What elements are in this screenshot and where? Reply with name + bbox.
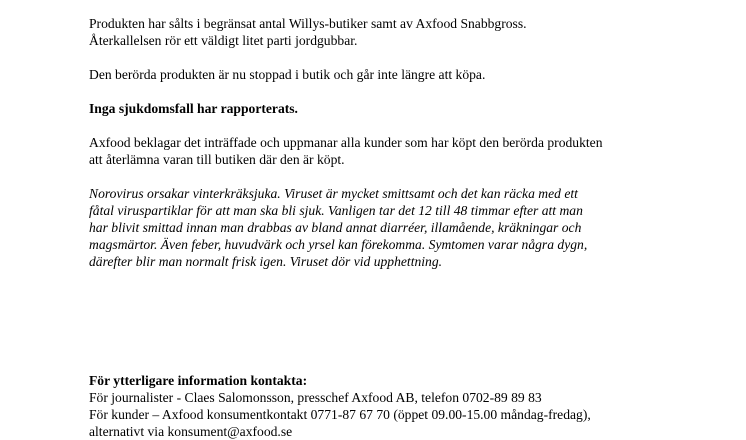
contact-section	[89, 372, 689, 439]
paragraph-sold	[89, 15, 689, 49]
text-line: Den berörda produkten är nu stoppad i butik och går inte längre att köpa.	[89, 67, 486, 82]
text-line: har blivit smittad innan man drabbas av bland annat diarréer, illamående, kräkningar och	[89, 220, 582, 235]
paragraph-norovirus	[89, 185, 689, 270]
spacer	[89, 270, 689, 338]
text-line: Inga sjukdomsfall har rapporterats.	[89, 101, 298, 116]
contact-heading: För ytterligare information kontakta:	[89, 373, 308, 388]
spacer	[89, 117, 689, 134]
text-line: Återkallelsen rör ett väldigt litet parti jordgubbar.	[89, 33, 358, 48]
paragraph-apology	[89, 134, 689, 168]
spacer	[89, 83, 689, 100]
spacer	[89, 49, 689, 66]
contact-customers: För kunder – Axfood konsumentkontakt 0771-87 67 70 (öppet 09.00-15.00 måndag-fredag),	[89, 407, 591, 422]
text-line: magsmärtor. Även feber, huvudvärk och yrsel kan förekomma. Symtomen varar några dygn,	[89, 237, 588, 252]
paragraph-stopped	[89, 66, 689, 83]
spacer	[89, 168, 689, 185]
text-line: därefter blir man normalt frisk igen. Viruset dör vid upphettning.	[89, 254, 443, 269]
text-line: fåtal viruspartiklar för att man ska bli sjuk. Vanligen tar det 12 till 48 timmar efter att man	[89, 203, 583, 218]
text-line: Produkten har sålts i begränsat antal Willys-butiker samt av Axfood Snabbgross.	[89, 16, 527, 31]
text-line: att återlämna varan till butiken där den är köpt.	[89, 152, 345, 167]
contact-customers-continued: alternativt via konsument@axfood.se	[89, 424, 293, 439]
spacer	[89, 355, 689, 372]
text-line: Axfood beklagar det inträffade och uppmanar alla kunder som har köpt den berörda produkten	[89, 135, 603, 150]
contact-journalists: För journalister - Claes Salomonsson, presschef Axfood AB, telefon 0702-89 89 83	[89, 390, 542, 405]
press-release-body	[89, 15, 689, 439]
spacer	[89, 338, 689, 355]
text-line: Norovirus orsakar vinterkräksjuka. Viruset är mycket smittsamt och det kan räcka med ett	[89, 186, 578, 201]
paragraph-no-illness	[89, 100, 689, 117]
